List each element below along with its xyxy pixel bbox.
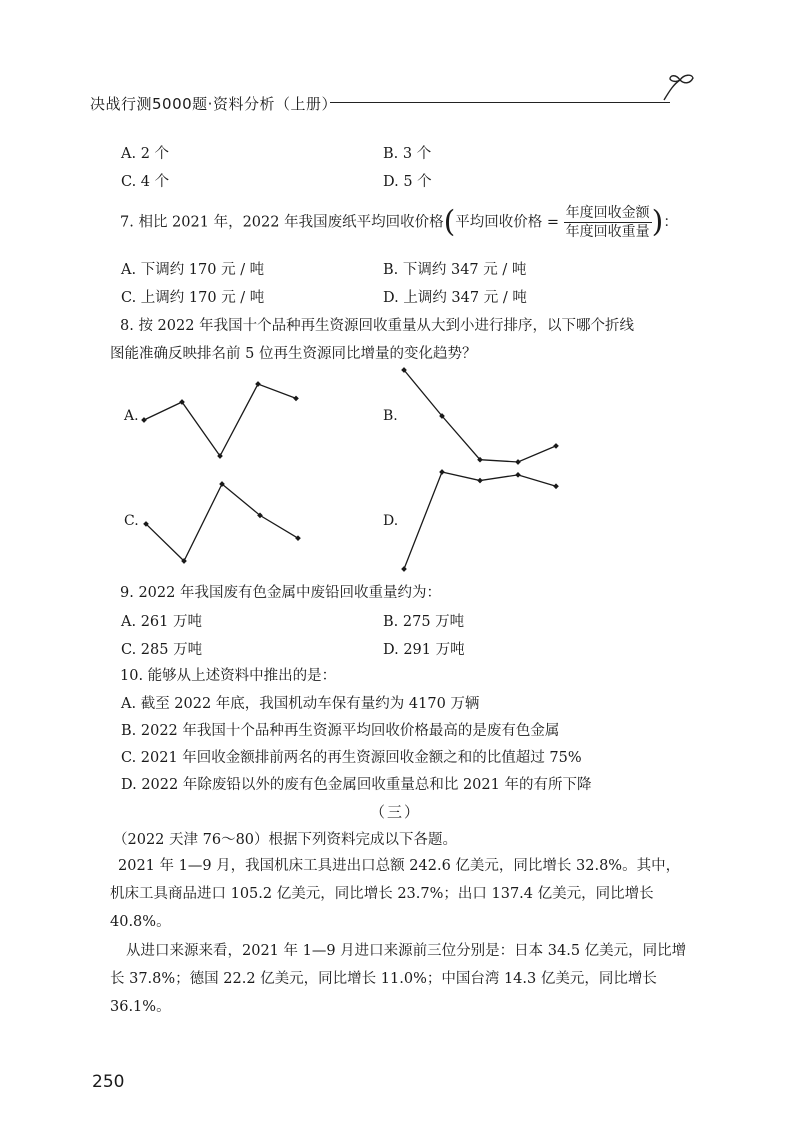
data-point-4 <box>515 459 521 465</box>
q9-option-a[interactable]: A. 261 万吨 <box>121 614 202 630</box>
q10-stem: 10. 能够从上述资料中推出的是： <box>120 668 337 684</box>
q6-option-a[interactable]: A. 2 个 <box>121 146 170 162</box>
data-point-4 <box>255 381 261 387</box>
q10-option-a[interactable]: A. 截至 2022 年底，我国机动车保有量约为 4170 万辆 <box>121 696 480 712</box>
data-point-5 <box>295 535 301 541</box>
q7-stem-row <box>120 204 678 241</box>
series-line <box>404 472 556 569</box>
q10-option-d[interactable]: D. 2022 年除废铅以外的废有色金属回收重量总和比 2021 年的有所下降 <box>121 777 592 793</box>
q9-option-d[interactable]: D. 291 万吨 <box>383 642 465 658</box>
q7-denominator: 年度回收重量 <box>565 224 650 240</box>
line-chart-a[interactable] <box>140 380 300 460</box>
q7-option-d[interactable]: D. 上调约 347 元 / 吨 <box>383 290 527 306</box>
q7-formula-label: 平均回收价格 = <box>455 214 560 231</box>
series-line <box>144 384 296 456</box>
line-chart-d[interactable] <box>400 468 560 573</box>
q7-tail: ： <box>663 214 678 231</box>
q8-stem-line1: 8. 按 2022 年我国十个品种再生资源回收重量从大到小进行排序，以下哪个折线 <box>120 318 635 334</box>
q7-option-b[interactable]: B. 下调约 347 元 / 吨 <box>383 262 527 278</box>
section-paragraph-1: 2021 年 1—9 月，我国机床工具进出口总额 242.6 亿美元，同比增长 32.8%。其中，机床工具商品进口 105.2 亿美元，同比增长 23.7%；出口 137.4 亿美元，同比增长 40.8%。 <box>110 858 681 930</box>
sprout-icon <box>660 72 696 102</box>
q9-option-c[interactable]: C. 285 万吨 <box>121 642 203 658</box>
data-point-5 <box>553 443 559 449</box>
line-chart-b[interactable] <box>400 366 560 466</box>
q9-stem: 9. 2022 年我国废有色金属中废铅回收重量约为： <box>120 585 441 601</box>
data-point-5 <box>293 396 299 402</box>
q10-option-b[interactable]: B. 2022 年我国十个品种再生资源平均回收价格最高的是废有色金属 <box>121 723 560 739</box>
chart-label-b[interactable]: B. <box>383 408 398 424</box>
q6-option-c[interactable]: C. 4 个 <box>121 174 170 190</box>
q7-stem: 7. 相比 2021 年，2022 年我国废纸平均回收价格 <box>120 214 444 231</box>
q7-option-a[interactable]: A. 下调约 170 元 / 吨 <box>121 262 265 278</box>
page-number: 250 <box>92 1072 125 1092</box>
series-line <box>404 370 556 462</box>
q6-option-b[interactable]: B. 3 个 <box>383 146 432 162</box>
formula-close-paren: ) <box>651 204 664 240</box>
data-point-2 <box>439 469 445 475</box>
line-chart-c[interactable] <box>142 480 302 565</box>
formula-open-paren: ( <box>443 204 456 240</box>
data-point-3 <box>477 478 483 484</box>
data-point-4 <box>515 472 521 478</box>
chart-label-c[interactable]: C. <box>124 513 139 529</box>
q7-numerator: 年度回收金额 <box>565 205 650 221</box>
data-point-5 <box>553 483 559 489</box>
q9-option-b[interactable]: B. 275 万吨 <box>383 614 465 630</box>
section-paragraph-2: 从进口来源来看，2021 年 1—9 月进口来源前三位分别是：日本 34.5 亿美元，同比增长 37.8%；德国 22.2 亿美元，同比增长 11.0%；中国台湾 14.3 亿美元，同比增长 36.1%。 <box>110 943 687 1015</box>
chart-label-d[interactable]: D. <box>383 513 399 529</box>
data-point-1 <box>401 566 407 572</box>
series-line <box>146 484 298 561</box>
q6-option-d[interactable]: D. 5 个 <box>383 174 432 190</box>
q7-fraction <box>564 204 652 241</box>
q8-stem-line2: 图能准确反映排名前 5 位再生资源同比增量的变化趋势？ <box>110 346 477 362</box>
section-intro: （2022 天津 76～80）根据下列资料完成以下各题。 <box>113 832 458 848</box>
data-point-1 <box>141 417 147 423</box>
q7-option-c[interactable]: C. 上调约 170 元 / 吨 <box>121 290 265 306</box>
chart-label-a[interactable]: A. <box>124 408 139 424</box>
section-heading: （三） <box>370 803 422 821</box>
q10-option-c[interactable]: C. 2021 年回收金额排前两名的再生资源回收金额之和的比值超过 75% <box>121 750 582 766</box>
header-rule <box>330 102 670 103</box>
running-header-title: 决战行测5000题·资料分析（上册） <box>90 95 337 113</box>
